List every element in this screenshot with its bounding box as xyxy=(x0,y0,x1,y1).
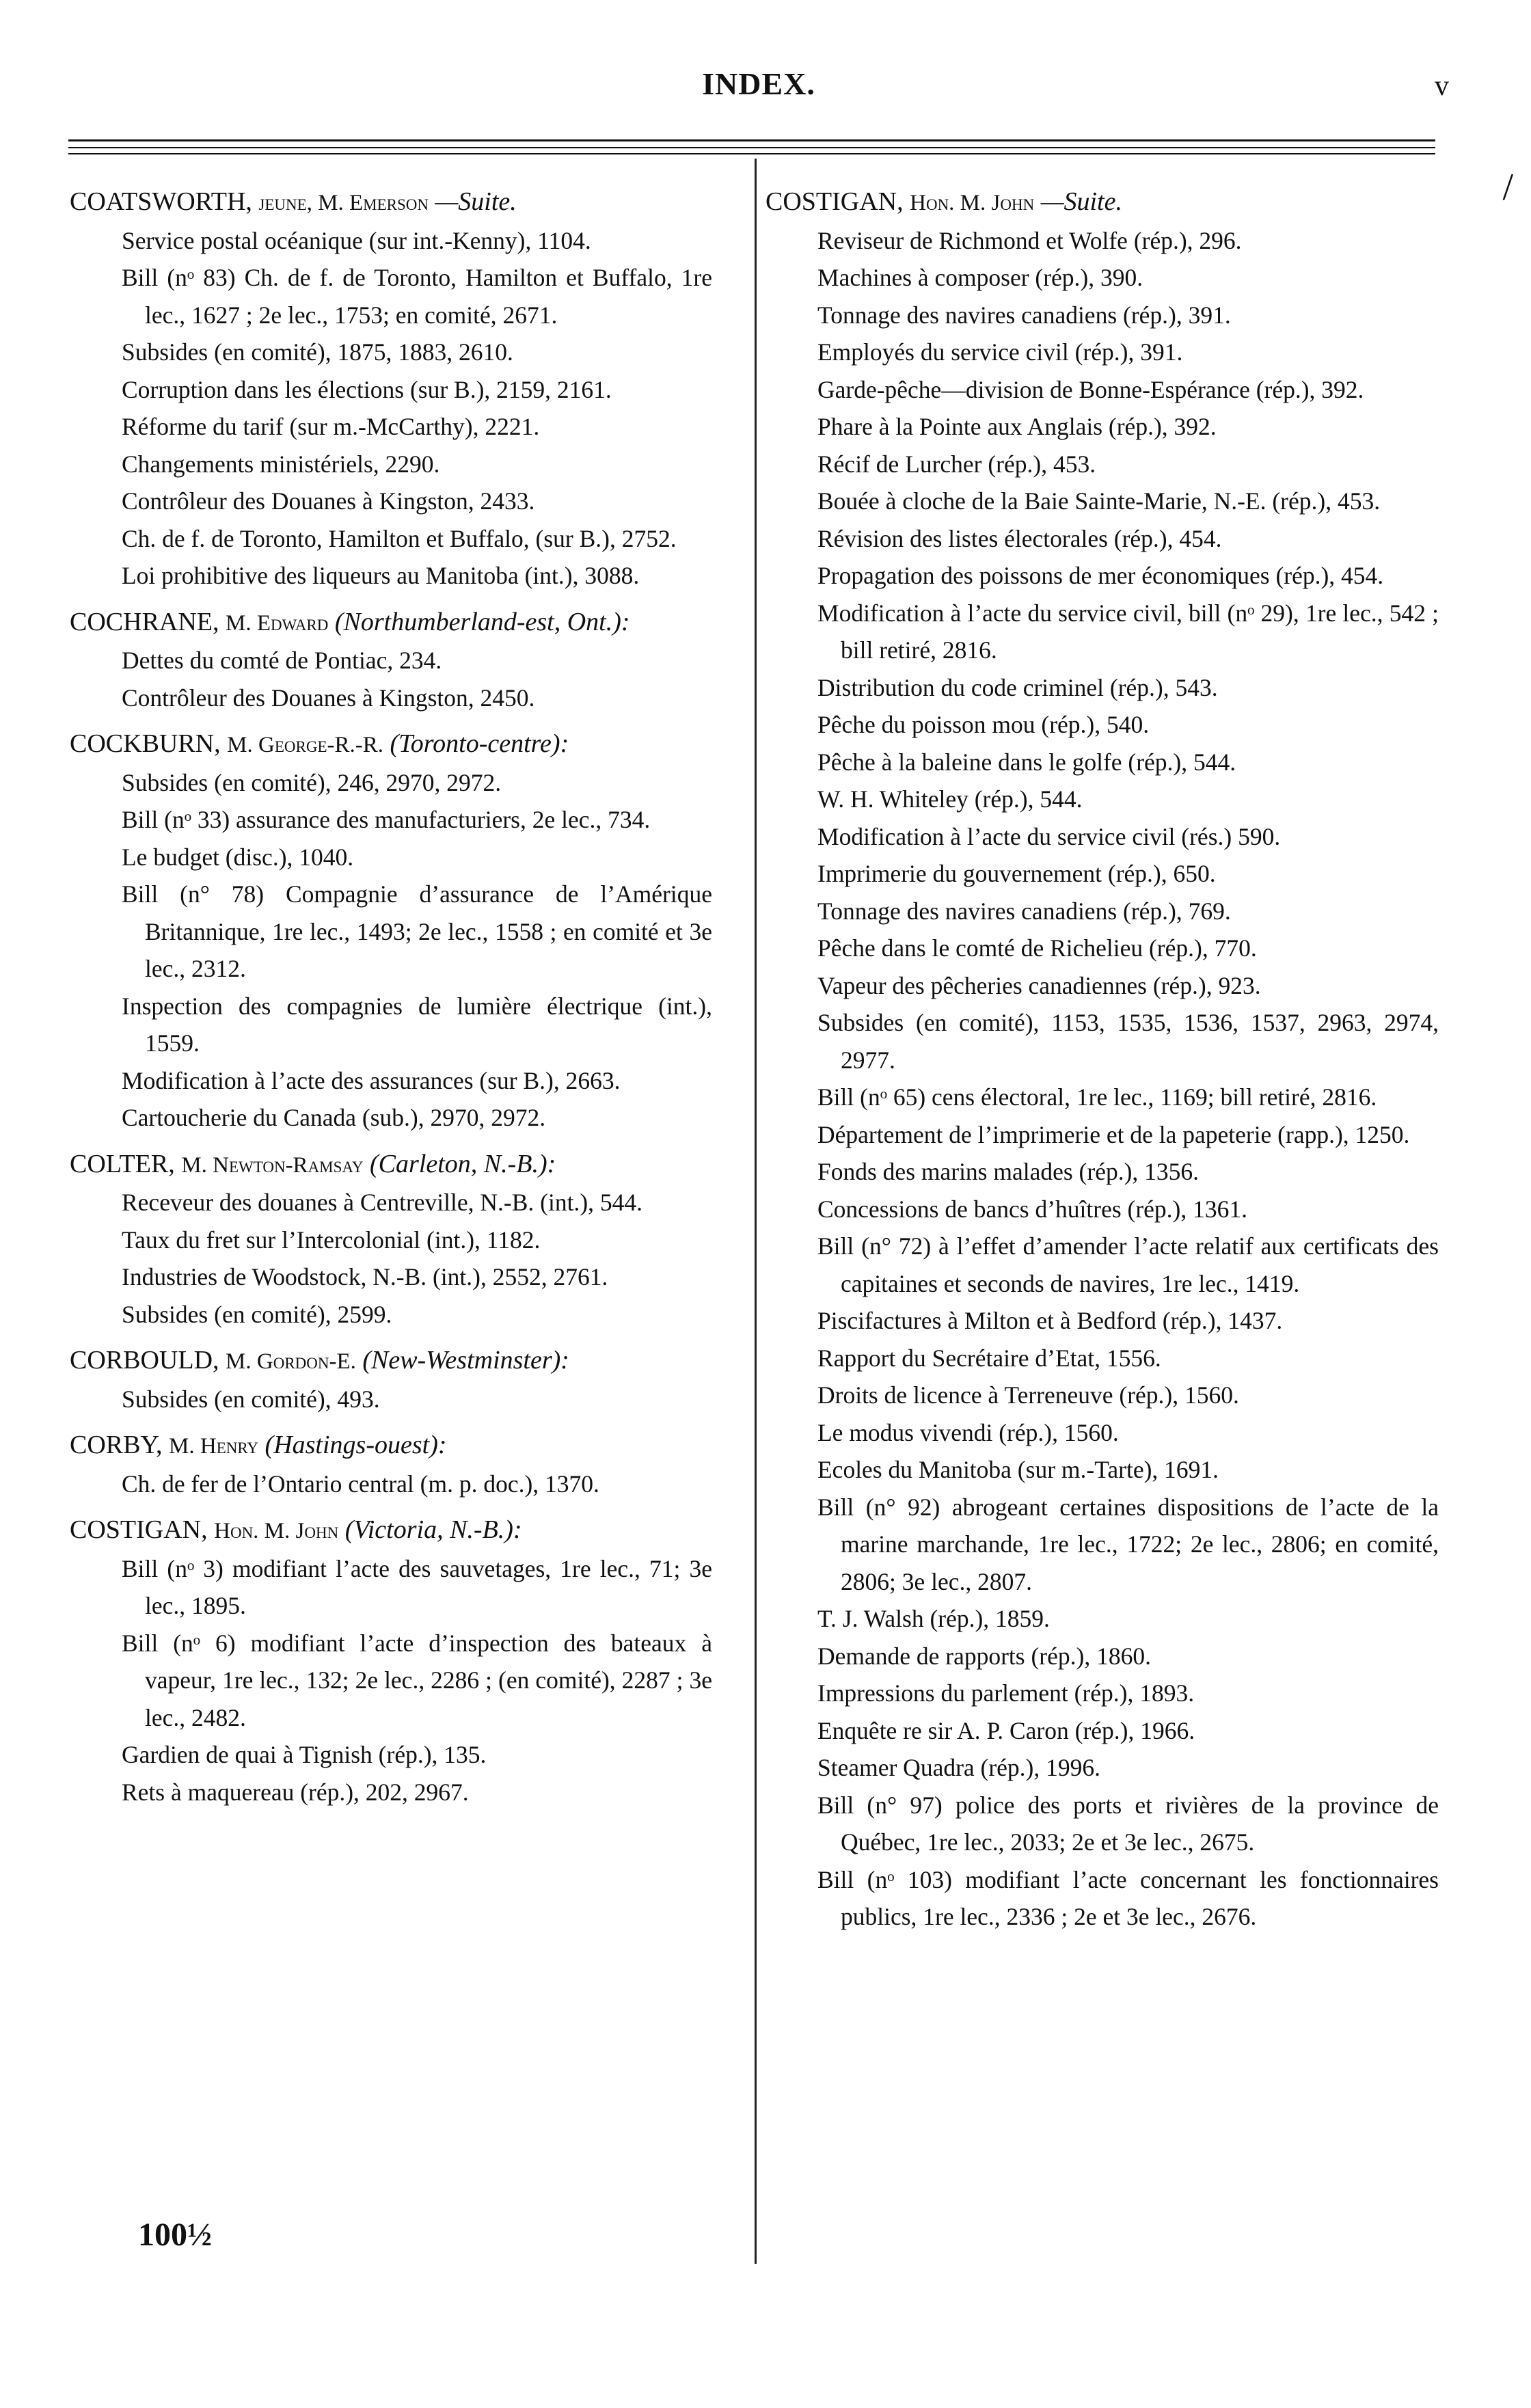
entry-riding: (Toronto-centre): xyxy=(390,729,569,758)
header-rule xyxy=(68,153,1435,154)
entry-suite: —Suite. xyxy=(1040,187,1122,216)
entry-item: Reviseur de Richmond et Wolfe (rép.), 296. xyxy=(817,226,1242,254)
index-entry xyxy=(70,725,712,1137)
entry-item: Impressions du parlement (rép.), 1893. xyxy=(817,1679,1195,1707)
entry-heading xyxy=(70,604,712,642)
entry-name: COSTIGAN, xyxy=(70,1515,208,1544)
left-column xyxy=(70,183,712,1819)
entry-item: Ch. de f. de Toronto, Hamilton et Buffalo, (sur B.), 2752. xyxy=(122,524,677,552)
entry-item: Inspection des compagnies de lumière électrique (int.), 1559. xyxy=(122,992,712,1057)
entry-item: Bill (n° 97) police des ports et rivières de la province de Québec, 1re lec., 2033; 2e et 3e lec., 2675. xyxy=(817,1791,1439,1856)
entry-riding: (New-Westminster): xyxy=(362,1346,569,1375)
entry-rank: M. Edward xyxy=(226,610,329,636)
entry-item: Subsides (en comité), 1875, 1883, 2610. xyxy=(122,338,513,366)
entry-item: Pêche à la baleine dans le golfe (rép.), 544. xyxy=(817,748,1236,776)
entry-item: Demande de rapports (rép.), 1860. xyxy=(817,1642,1151,1670)
entry-heading xyxy=(70,725,712,764)
entry-rank: jeune, M. Emerson xyxy=(258,191,429,215)
index-entry xyxy=(70,1146,712,1334)
entry-item: Steamer Quadra (rép.), 1996. xyxy=(817,1754,1101,1781)
entry-item: Changements ministériels, 2290. xyxy=(122,450,440,478)
sheet-number: 100½ xyxy=(138,2217,212,2253)
entry-item: Fonds des marins malades (rép.), 1356. xyxy=(817,1158,1200,1185)
entry-item: Département de l’imprimerie et de la papeterie (rapp.), 1250. xyxy=(817,1120,1410,1148)
entry-item: Employés du service civil (rép.), 391. xyxy=(817,338,1183,366)
entry-riding: (Northumberland-est, Ont.): xyxy=(334,607,630,636)
right-column xyxy=(766,183,1439,1945)
entry-item: Rapport du Secrétaire d’Etat, 1556. xyxy=(817,1344,1161,1372)
entry-name: CORBY, xyxy=(70,1431,163,1459)
entry-item: Machines à composer (rép.), 390. xyxy=(817,264,1143,291)
entry-item: Le budget (disc.), 1040. xyxy=(122,843,354,871)
index-entry xyxy=(70,1426,712,1502)
entry-item: Droits de licence à Terreneuve (rép.), 1560. xyxy=(817,1381,1239,1409)
entry-item: Garde-pêche—division de Bonne-Espérance (rép.), 392. xyxy=(817,375,1364,403)
entry-item: Bill (nᵒ 3) modifiant l’acte des sauvetages, 1re lec., 71; 3e lec., 1895. xyxy=(122,1554,712,1619)
entry-item: Concessions de bancs d’huîtres (rép.), 1361. xyxy=(817,1195,1247,1223)
entry-item: Bill (n° 78) Compagnie d’assurance de l’Amérique Britannique, 1re lec., 1493; 2e lec., 1558 ; en comité et 3e lec., 2312. xyxy=(122,880,712,982)
entry-heading xyxy=(766,183,1439,222)
entry-item: Ecoles du Manitoba (sur m.-Tarte), 1691. xyxy=(817,1456,1219,1483)
entry-item: Contrôleur des Douanes à Kingston, 2450. xyxy=(122,684,535,712)
index-entry xyxy=(70,183,712,595)
entry-name: COCHRANE, xyxy=(70,607,219,636)
entry-item: Corruption dans les élections (sur B.), 2159, 2161. xyxy=(122,375,612,403)
entry-item: Réforme du tarif (sur m.-McCarthy), 2221. xyxy=(122,413,540,440)
entry-riding: (Carleton, N.-B.): xyxy=(370,1149,556,1178)
entry-name: COCKBURN, xyxy=(70,729,221,758)
entry-name: COSTIGAN, xyxy=(766,187,904,216)
entry-item: Dettes du comté de Pontiac, 234. xyxy=(122,647,442,674)
entry-item: Bill (nᵒ 103) modifiant l’acte concernant les fonctionnaires publics, 1re lec., 2336 ; 2e et 3e lec., 2676. xyxy=(817,1865,1439,1930)
entry-item: Modification à l’acte du service civil, bill (nᵒ 29), 1re lec., 542 ; bill retiré, 2816. xyxy=(817,599,1439,664)
entry-item: Ch. de fer de l’Ontario central (m. p. doc.), 1370. xyxy=(122,1470,599,1498)
entry-item: Taux du fret sur l’Intercolonial (int.), 1182. xyxy=(122,1226,541,1254)
entry-suite: —Suite. xyxy=(435,187,517,216)
entry-item: Modification à l’acte des assurances (sur B.), 2663. xyxy=(122,1066,621,1094)
entry-rank: M. George-R.-R. xyxy=(227,733,383,757)
index-entry xyxy=(70,1511,712,1811)
entry-item: Révision des listes électorales (rép.), 454. xyxy=(817,524,1222,552)
entry-item: Tonnage des navires canadiens (rép.), 391. xyxy=(817,301,1231,329)
entry-name: CORBOULD, xyxy=(70,1346,219,1375)
entry-item: Bill (nᵒ 33) assurance des manufacturiers, 2e lec., 734. xyxy=(122,806,651,833)
entry-item: Bill (n° 72) à l’effet d’amender l’acte relatif aux certificats des capitaines et seconds de navires, 1re lec., 1419. xyxy=(817,1232,1439,1297)
entry-item: Rets à maquereau (rép.), 202, 2967. xyxy=(122,1778,469,1806)
entry-item: T. J. Walsh (rép.), 1859. xyxy=(817,1605,1050,1632)
entry-item: Propagation des poissons de mer économiques (rép.), 454. xyxy=(817,562,1384,589)
page-number: v xyxy=(1435,70,1449,102)
entry-item: Pêche du poisson mou (rép.), 540. xyxy=(817,711,1150,738)
entry-item: Subsides (en comité), 493. xyxy=(122,1385,380,1413)
entry-item: Enquête re sir A. P. Caron (rép.), 1966. xyxy=(817,1716,1195,1744)
entry-heading xyxy=(70,183,712,222)
header-rule xyxy=(68,147,1435,148)
entry-item: Phare à la Pointe aux Anglais (rép.), 392. xyxy=(817,413,1217,440)
entry-item: Cartoucherie du Canada (sub.), 2970, 2972. xyxy=(122,1104,546,1131)
entry-item: Imprimerie du gouvernement (rép.), 650. xyxy=(817,860,1216,887)
entry-item: Bouée à cloche de la Baie Sainte-Marie, N.-E. (rép.), 453. xyxy=(817,487,1381,515)
entry-item: Modification à l’acte du service civil (rés.) 590. xyxy=(817,822,1281,850)
entry-rank: Hon. M. John xyxy=(214,1519,339,1543)
entry-item: Loi prohibitive des liqueurs au Manitoba (int.), 3088. xyxy=(122,562,640,589)
entry-item: Bill (nᵒ 65) cens électoral, 1re lec., 1169; bill retiré, 2816. xyxy=(817,1083,1377,1111)
entry-rank: M. Henry xyxy=(169,1434,259,1459)
entry-rank: M. Gordon-E. xyxy=(226,1349,356,1374)
page-header xyxy=(68,66,1449,113)
entry-item: Tonnage des navires canadiens (rép.), 769. xyxy=(817,897,1231,925)
entry-item: Récif de Lurcher (rép.), 453. xyxy=(817,450,1096,478)
entry-item: Le modus vivendi (rép.), 1560. xyxy=(817,1418,1119,1446)
index-entry xyxy=(70,1342,712,1418)
entry-heading xyxy=(70,1426,712,1465)
entry-rank: M. Newton-Ramsay xyxy=(181,1152,364,1178)
index-entry xyxy=(70,604,712,717)
entry-heading xyxy=(70,1342,712,1381)
entry-item: Subsides (en comité), 246, 2970, 2972. xyxy=(122,768,502,796)
entry-name: COATSWORTH, xyxy=(70,187,252,216)
entry-item: Pêche dans le comté de Richelieu (rép.), 770. xyxy=(817,934,1257,962)
entry-item: Distribution du code criminel (rép.), 543. xyxy=(817,673,1218,701)
margin-mark: / xyxy=(1502,166,1513,208)
entry-item: Industries de Woodstock, N.-B. (int.), 2552, 2761. xyxy=(122,1263,608,1290)
entry-heading xyxy=(70,1146,712,1185)
entry-item: Subsides (en comité), 1153, 1535, 1536, 1537, 2963, 2974, 2977. xyxy=(817,1009,1439,1074)
index-entry xyxy=(766,183,1439,1936)
page-title: INDEX. xyxy=(702,66,815,101)
entry-item: Receveur des douanes à Centreville, N.-B. (int.), 544. xyxy=(122,1189,643,1216)
entry-item: Gardien de quai à Tignish (rép.), 135. xyxy=(122,1741,487,1768)
column-divider xyxy=(755,159,757,2264)
entry-rank: Hon. M. John xyxy=(910,191,1035,215)
entry-item: Contrôleur des Douanes à Kingston, 2433. xyxy=(122,487,535,515)
entry-item: Bill (nᵒ 6) modifiant l’acte d’inspection des bateaux à vapeur, 1re lec., 132; 2e lec., 2286 ; (en comité), 2287 ; 3e lec., 2482. xyxy=(122,1629,712,1731)
entry-item: Bill (nᵒ 83) Ch. de f. de Toronto, Hamilton et Buffalo, 1re lec., 1627 ; 2e lec., 1753; en comité, 2671. xyxy=(122,264,712,329)
entry-name: COLTER, xyxy=(70,1149,175,1178)
entry-riding: (Hastings-ouest): xyxy=(265,1431,447,1459)
entry-riding: (Victoria, N.-B.): xyxy=(344,1515,522,1544)
entry-item: Service postal océanique (sur int.-Kenny), 1104. xyxy=(122,226,591,254)
entry-item: W. H. Whiteley (rép.), 544. xyxy=(817,785,1083,813)
entry-item: Subsides (en comité), 2599. xyxy=(122,1300,392,1328)
entry-heading xyxy=(70,1511,712,1550)
header-rule xyxy=(68,139,1435,141)
entry-item: Piscifactures à Milton et à Bedford (rép.), 1437. xyxy=(817,1307,1283,1334)
entry-item: Vapeur des pêcheries canadiennes (rép.), 923. xyxy=(817,971,1261,999)
entry-item: Bill (n° 92) abrogeant certaines dispositions de l’acte de la marine marchande, 1re lec., 1722; 2e lec., 2806; en comité, 2806; 3e lec., 2807. xyxy=(817,1493,1439,1595)
